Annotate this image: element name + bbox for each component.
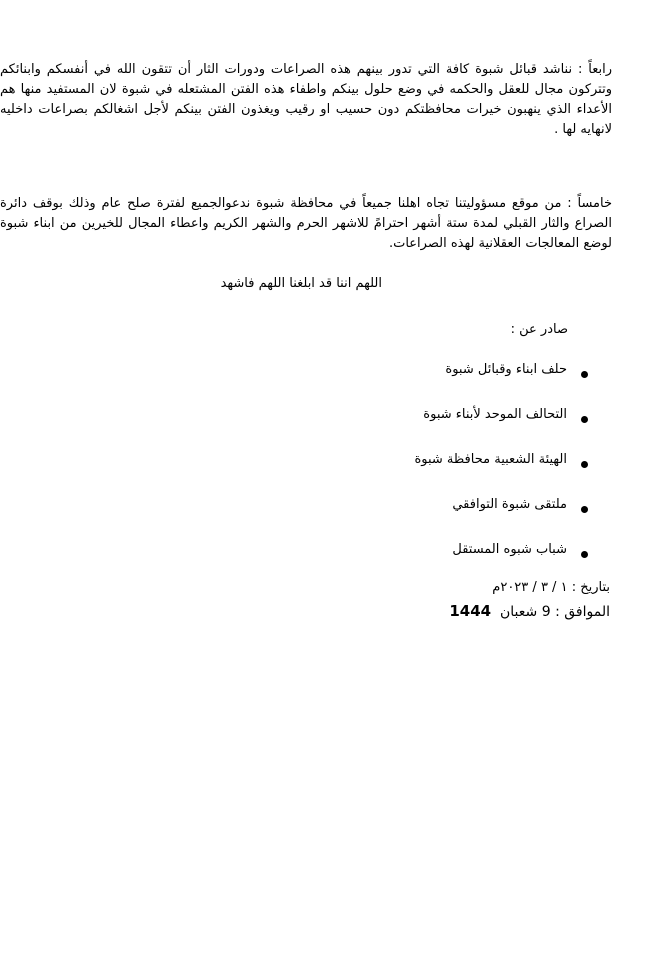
bullet-icon xyxy=(581,416,588,423)
bullet-icon xyxy=(581,506,588,513)
issued-by-label: صادر عن : xyxy=(510,322,568,337)
date-line: بتاريخ : ١ / ٣ / ٢٠٢٣م xyxy=(492,580,610,595)
closing-prayer: اللهم اننا قد ابلغنا اللهم فاشهد xyxy=(220,276,382,291)
list-item xyxy=(414,362,588,407)
issuer-name: الهيئة الشعبية محافظة شبوة xyxy=(414,452,567,467)
issuer-name: حلف ابناء وقبائل شبوة xyxy=(445,362,567,377)
list-item xyxy=(414,452,588,497)
issuer-name: التحالف الموحد لأبناء شبوة xyxy=(423,407,567,422)
issuer-name: ملتقى شبوة التوافقي xyxy=(452,497,567,512)
issuer-name: شباب شبوه المستقل xyxy=(452,542,567,557)
bullet-icon xyxy=(581,461,588,468)
bullet-icon xyxy=(581,551,588,558)
paragraph-fourth: رابعاً : نناشد قبائل شبوة كافة التي تدور بينهم هذه الصراعات ودورات الثار أن تتقون الله في أنفسكم وابنائكم وتتركون مجال للعقل والحكمه في وضع حلول بينكم واطفاء هذه الفتن المشتعله في شبوة لان المستفيد منها هم الأعداء الذي ينهبون خيرات محافظتكم دون حسيب او رقيب ويغذون الفتن بينكم لأجل اشغالكم بصراعات داخليه لانهايه لها . xyxy=(0,62,612,137)
list-item xyxy=(414,497,588,542)
bullet-icon xyxy=(581,371,588,378)
issuers-list xyxy=(414,362,588,587)
list-item xyxy=(414,407,588,452)
paragraph-fifth: خامساً : من موقع مسؤوليتنا تجاه اهلنا جميعاً في محافظة شبوة ندعوالجميع لفترة صلح عام وذلك بوقف دائرة الصراع والثار القبلي لمدة ستة أشهر احترامً للاشهر الحرم والشهر الكريم واعطاء المجال للخيرين من ابناء شبوة لوضع المعالجات العقلانية لهذه الصراعات. xyxy=(0,196,612,251)
hijri-label: الموافق : 9 شعبان xyxy=(500,604,610,620)
hijri-date xyxy=(449,602,610,620)
hijri-year: 1444 xyxy=(449,602,492,620)
